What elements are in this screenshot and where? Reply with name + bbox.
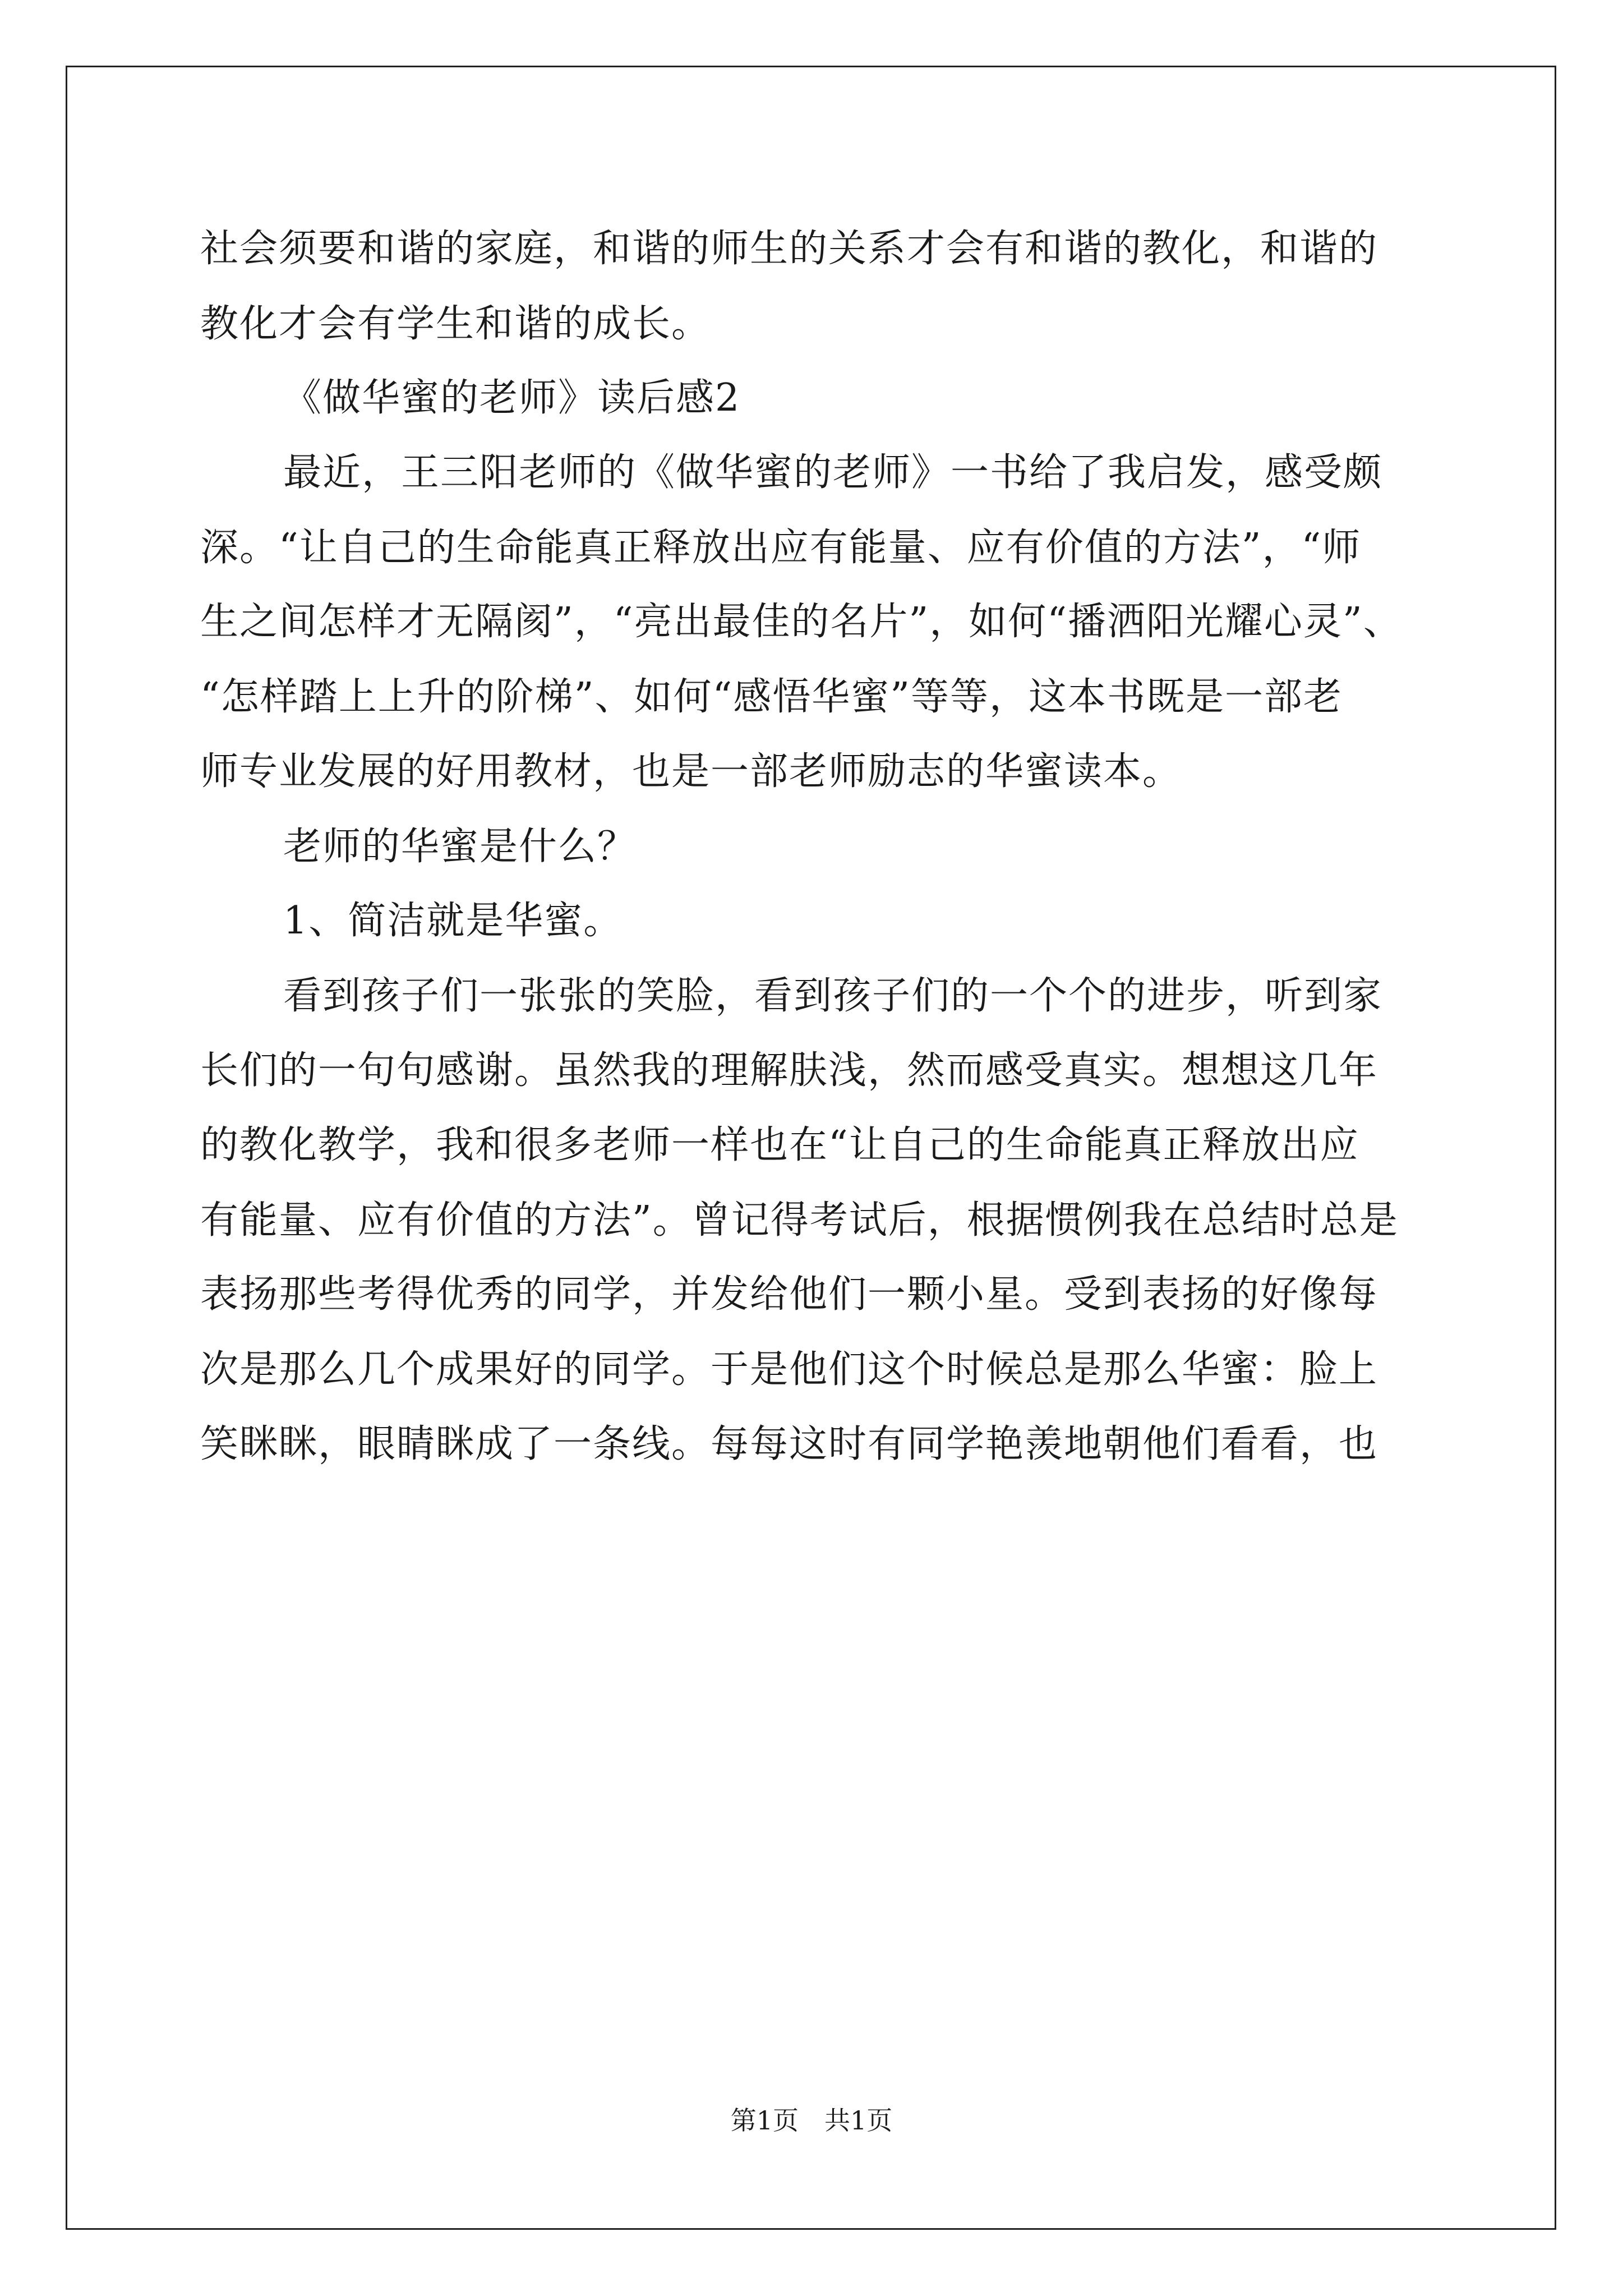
body-line-15: 表扬那些考得优秀的同学，并发给他们一颗小星。受到表扬的好像每	[200, 1272, 1378, 1317]
body-line-7: “怎样踏上上升的阶梯”、如何“感悟华蜜”等等，这本书既是一部老	[200, 675, 1343, 719]
section-heading: 《做华蜜的老师》读后感2	[283, 376, 741, 420]
body-line-13: 的教化教学，我和很多老师一样也在“让自己的生命能真正释放出应	[200, 1123, 1359, 1167]
body-line-5: 深。“让自己的生命能真正释放出应有能量、应有价值的方法”，“师	[200, 526, 1362, 570]
question-heading: 老师的华蜜是什么？	[283, 825, 637, 869]
body-line-17: 笑眯眯，眼睛眯成了一条线。每每这时有同学艳羡地朝他们看看，也	[200, 1422, 1378, 1466]
body-line-8: 师专业发展的好用教材，也是一部老师励志的华蜜读本。	[200, 749, 1182, 794]
body-line-4: 最近，王三阳老师的《做华蜜的老师》一书给了我启发，感受颇	[283, 450, 1383, 495]
body-line-16: 次是那么几个成果好的同学。于是他们这个时候总是那么华蜜：脸上	[200, 1347, 1378, 1392]
body-line-14: 有能量、应有价值的方法”。曾记得考试后，根据惯例我在总结时总是	[200, 1198, 1399, 1243]
body-line-12: 长们的一句句感谢。虽然我的理解肤浅，然而感受真实。想想这几年	[200, 1048, 1378, 1093]
numbered-point-heading: 1、简洁就是华蜜。	[283, 899, 623, 943]
body-line-2: 教化才会有学生和谐的成长。	[200, 302, 711, 346]
body-line-1: 社会须要和谐的家庭，和谐的师生的关系才会有和谐的教化，和谐的	[200, 227, 1378, 271]
body-line-6: 生之间怎样才无隔阂”，“亮出最佳的名片”，如何“播洒阳光耀心灵”、	[200, 600, 1403, 644]
page-number-footer: 第1页 共1页	[730, 2105, 893, 2136]
body-line-11: 看到孩子们一张张的笑脸，看到孩子们的一个个的进步，听到家	[283, 974, 1383, 1018]
